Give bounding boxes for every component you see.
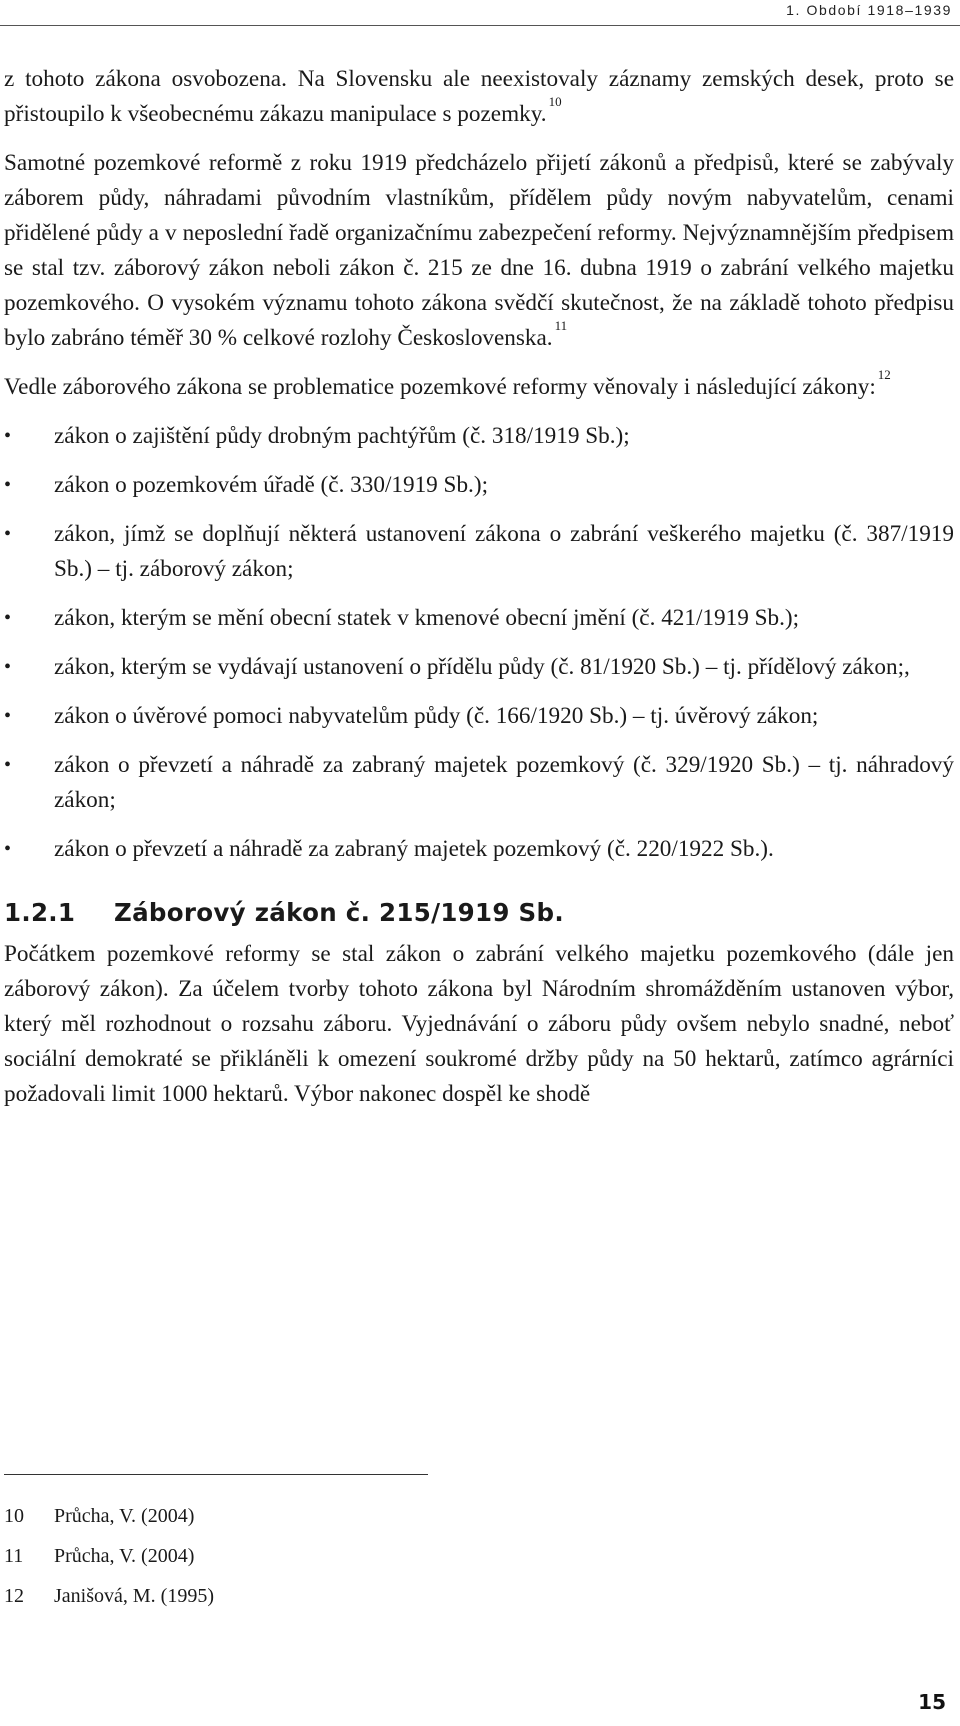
footnote-ref-11[interactable]: 11 xyxy=(554,318,568,333)
bullet-icon: • xyxy=(4,607,12,629)
footnote-number: 11 xyxy=(4,1545,24,1567)
list-item xyxy=(4,601,954,636)
bullet-icon: • xyxy=(4,523,12,545)
list-item-text: zákon o úvěrové pomoci nabyvatelům půdy (č. 166/1920 Sb.) – tj. úvěrový zákon; xyxy=(54,703,819,729)
list-item xyxy=(4,468,954,503)
list-item-text: zákon o zajištění půdy drobným pachtýřům (č. 318/1919 Sb.); xyxy=(54,423,630,449)
body-text xyxy=(4,62,954,1126)
footnote-number: 12 xyxy=(4,1585,24,1607)
list-item-text: zákon o převzetí a náhradě za zabraný majetek pozemkový (č. 329/1920 Sb.) – tj. náhradový zákon; xyxy=(54,752,954,813)
list-item-text: zákon, kterým se mění obecní statek v kmenové obecní jmění (č. 421/1919 Sb.); xyxy=(54,605,800,631)
footnote-number: 10 xyxy=(4,1505,24,1527)
paragraph-3 xyxy=(4,367,954,405)
paragraph-2 xyxy=(4,146,954,356)
footnote-text: Janišová, M. (1995) xyxy=(54,1585,214,1607)
footnote-10 xyxy=(4,1496,214,1536)
bullet-icon: • xyxy=(4,425,12,447)
laws-list xyxy=(4,419,954,867)
bullet-icon: • xyxy=(4,705,12,727)
bullet-icon: • xyxy=(4,838,12,860)
bullet-icon: • xyxy=(4,656,12,678)
paragraph-1-text: z tohoto zákona osvobozena. Na Slovensku ale neexistovaly záznamy zemských desek, proto se přistoupilo k všeobecnému zákazu manipulace s pozemky. xyxy=(4,66,954,127)
header-rule xyxy=(0,25,960,26)
list-item-text: zákon, kterým se vydávají ustanovení o přídělu půdy (č. 81/1920 Sb.) – tj. přídělový zákon;, xyxy=(54,654,910,680)
list-item-text: zákon o převzetí a náhradě za zabraný majetek pozemkový (č. 220/1922 Sb.). xyxy=(54,836,774,862)
footnote-11 xyxy=(4,1536,214,1576)
list-item-text: zákon o pozemkovém úřadě (č. 330/1919 Sb.); xyxy=(54,472,489,498)
section-title: Záborový zákon č. 215/1919 Sb. xyxy=(114,898,564,927)
list-item xyxy=(4,650,954,685)
paragraph-2-text: Samotné pozemkové reformě z roku 1919 předcházelo přijetí zákonů a předpisů, které se zabývaly záborem půdy, náhradami původním vlastníkům, přídělem půdy novým nabyvatelům, cenami přidělené půdy a v neposlední řadě organizačnímu zabezpečení reformy. Nejvýznamnějším předpisem se stal tzv. záborový zákon neboli zákon č. 215 ze dne 16. dubna 1919 o zabrání velkého majetku pozemkového. O vysokém významu tohoto zákona svědčí skutečnost, že na základě tohoto předpisu bylo zabráno téměř 30 % celkové rozlohy Československa. xyxy=(4,150,954,351)
footnote-12 xyxy=(4,1576,214,1616)
list-item xyxy=(4,832,954,867)
list-item-text: zákon, jímž se doplňují některá ustanovení zákona o zabrání veškerého majetku (č. 387/1919 Sb.) – tj. záborový zákon; xyxy=(54,521,954,582)
paragraph-1 xyxy=(4,62,954,132)
footnote-rule xyxy=(4,1474,428,1475)
section-heading xyxy=(4,897,954,929)
section-number: 1.2.1 xyxy=(4,898,76,927)
running-head xyxy=(0,0,960,30)
list-item xyxy=(4,419,954,454)
list-item xyxy=(4,517,954,587)
bullet-icon: • xyxy=(4,474,12,496)
bullet-icon: • xyxy=(4,754,12,776)
footnote-ref-10[interactable]: 10 xyxy=(548,94,562,109)
chapter-title: 1. Období 1918–1939 xyxy=(786,2,952,18)
footnotes xyxy=(4,1496,214,1616)
list-item xyxy=(4,748,954,818)
footnote-text: Průcha, V. (2004) xyxy=(54,1505,195,1527)
section-paragraph: Počátkem pozemkové reformy se stal zákon o zabrání velkého majetku pozemkového (dále jen záborový zákon). Za účelem tvorby tohoto zákona byl Národním shromážděním ustanoven výbor, který měl rozhodnout o rozsahu záboru. Vyjednávání o záboru půdy ovšem nebylo snadné, neboť sociální demokraté se přikláněli k omezení soukromé držby půdy na 50 hektarů, zatímco agrárníci požadovali limit 1000 hektarů. Výbor nakonec dospěl ke shodě xyxy=(4,941,954,1107)
footnote-ref-12[interactable]: 12 xyxy=(877,367,891,382)
list-item xyxy=(4,699,954,734)
paragraph-3-text: Vedle záborového zákona se problematice pozemkové reformy věnovaly i následující zákony: xyxy=(4,374,876,400)
page-number: 15 xyxy=(918,1690,946,1714)
footnote-text: Průcha, V. (2004) xyxy=(54,1545,195,1567)
